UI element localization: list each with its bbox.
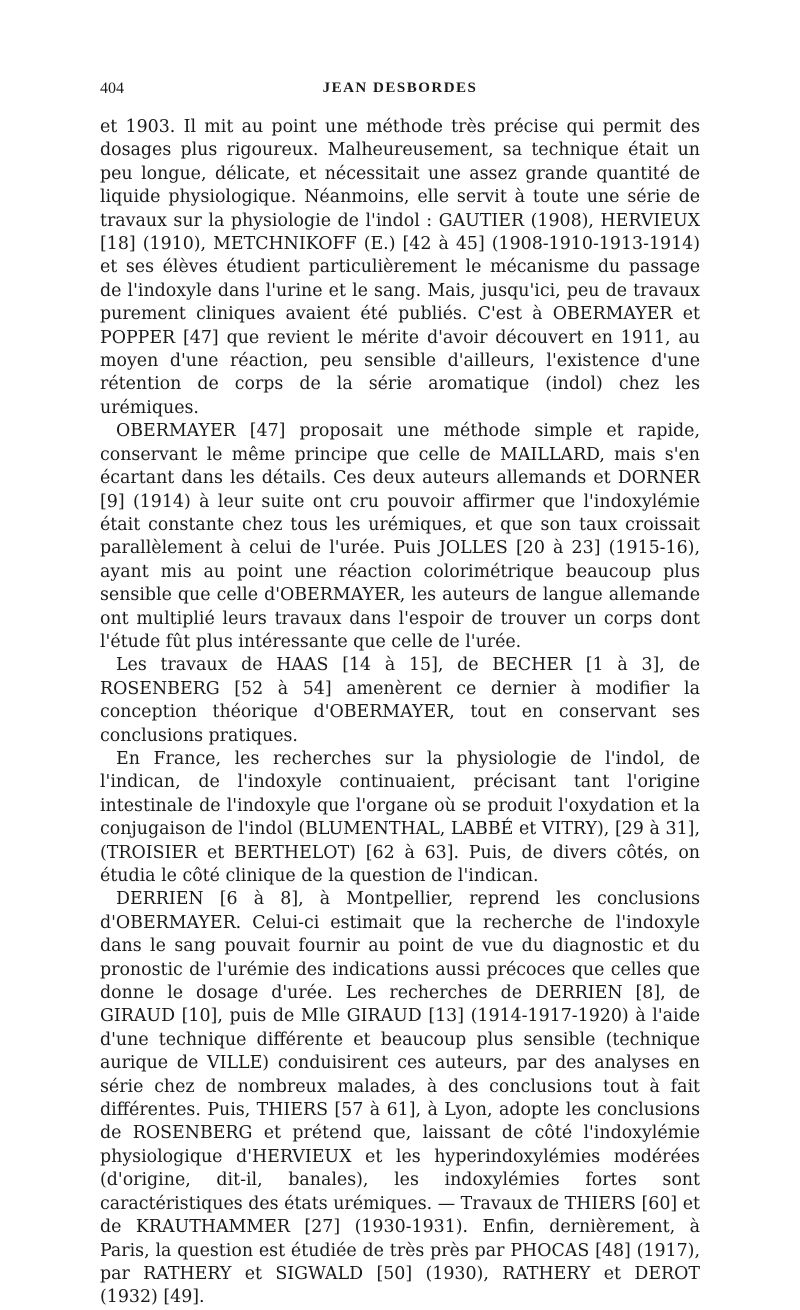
page-number: 404: [100, 80, 124, 97]
running-title: JEAN DESBORDES: [322, 80, 478, 96]
paragraph: En France, les recherches sur la physiologie de l'indol, de l'indican, de l'indoxyle continuaient, précisant tant l'origine intestinale de l'indoxyle que l'organe où se produit l'oxydation et la conjugaison de l'indol (BLUMENTHAL, LABBÉ et VITRY), [29 à 31], (TROISIER et BERTHELOT) [62 à 63]. Puis, de divers côtés, on étudia le côté clinique de la question de l'indican.: [100, 748, 700, 886]
body-text: [100, 116, 700, 1310]
paragraph: et 1903. Il mit au point une méthode très précise qui permit des dosages plus rigoureux. Malheureusement, sa technique était un peu longue, délicate, et nécessitait une assez grande quantité de liquide physiologique. Néanmoins, elle servit à toute une série de travaux sur la physiologie de l'indol : GAUTIER (1908), HERVIEUX [18] (1910), METCHNIKOFF (E.) [42 à 45] (1908-1910-1913-1914) et ses élèves étudient particulièrement le mécanisme du passage de l'indoxyle dans l'urine et le sang. Mais, jusqu'ici, peu de travaux purement cliniques avaient été publiés. C'est à OBERMAYER et POPPER [47] que revient le mérite d'avoir découvert en 1911, au moyen d'une réaction, peu sensible d'ailleurs, l'existence d'une rétention de corps de la série aromatique (indol) chez les urémiques.: [100, 117, 700, 418]
paragraph: Les travaux de HAAS [14 à 15], de BECHER [1 à 3], de ROSENBERG [52 à 54] amenèrent ce dernier à modifier la conception théorique d'OBERMAYER, tout en conservant ses conclusions pratiques.: [100, 655, 700, 746]
paragraph: OBERMAYER [47] proposait une méthode simple et rapide, conservant le même principe que celle de MAILLARD, mais s'en écartant dans les détails. Ces deux auteurs allemands et DORNER [9] (1914) à leur suite ont cru pouvoir affirmer que l'indoxylémie était constante chez tous les urémiques, et que son taux croissait parallèlement à celui de l'urée. Puis JOLLES [20 à 23] (1915-16), ayant mis au point une réaction colorimétrique beaucoup plus sensible que celle d'OBERMAYER, les auteurs de langue allemande ont multiplié leurs travaux dans l'espoir de trouver un corps dont l'étude fût plus intéressante que celle de l'urée.: [100, 421, 700, 652]
page-header: [100, 80, 700, 104]
paragraph: DERRIEN [6 à 8], à Montpellier, reprend les conclusions d'OBERMAYER. Celui-ci estimait que la recherche de l'indoxyle dans le sang pouvait fournir au point de vue du diagnostic et du pronostic de l'urémie des indications aussi précoces que celles que donne le dosage d'urée. Les recherches de DERRIEN [8], de GIRAUD [10], puis de Mlle GIRAUD [13] (1914-1917-1920) à l'aide d'une technique différente et beaucoup plus sensible (technique aurique de VILLE) conduisirent ces auteurs, par des analyses en série chez de nombreux malades, à des conclusions tout à fait différentes. Puis, THIERS [57 à 61], à Lyon, adopte les conclusions de ROSENBERG et prétend que, laissant de côté l'indoxylémie physiologique d'HERVIEUX et les hyperindoxylémies modérées (d'origine, dit-il, banales), les indoxylémies fortes sont caractéristiques des états urémiques. — Travaux de THIERS [60] et de KRAUTHAMMER [27] (1930-1931). Enfin, dernièrement, à Paris, la question est étudiée de très près par PHOCAS [48] (1917), par RATHERY et SIGWALD [50] (1930), RATHERY et DEROT (1932) [49].: [100, 889, 700, 1308]
